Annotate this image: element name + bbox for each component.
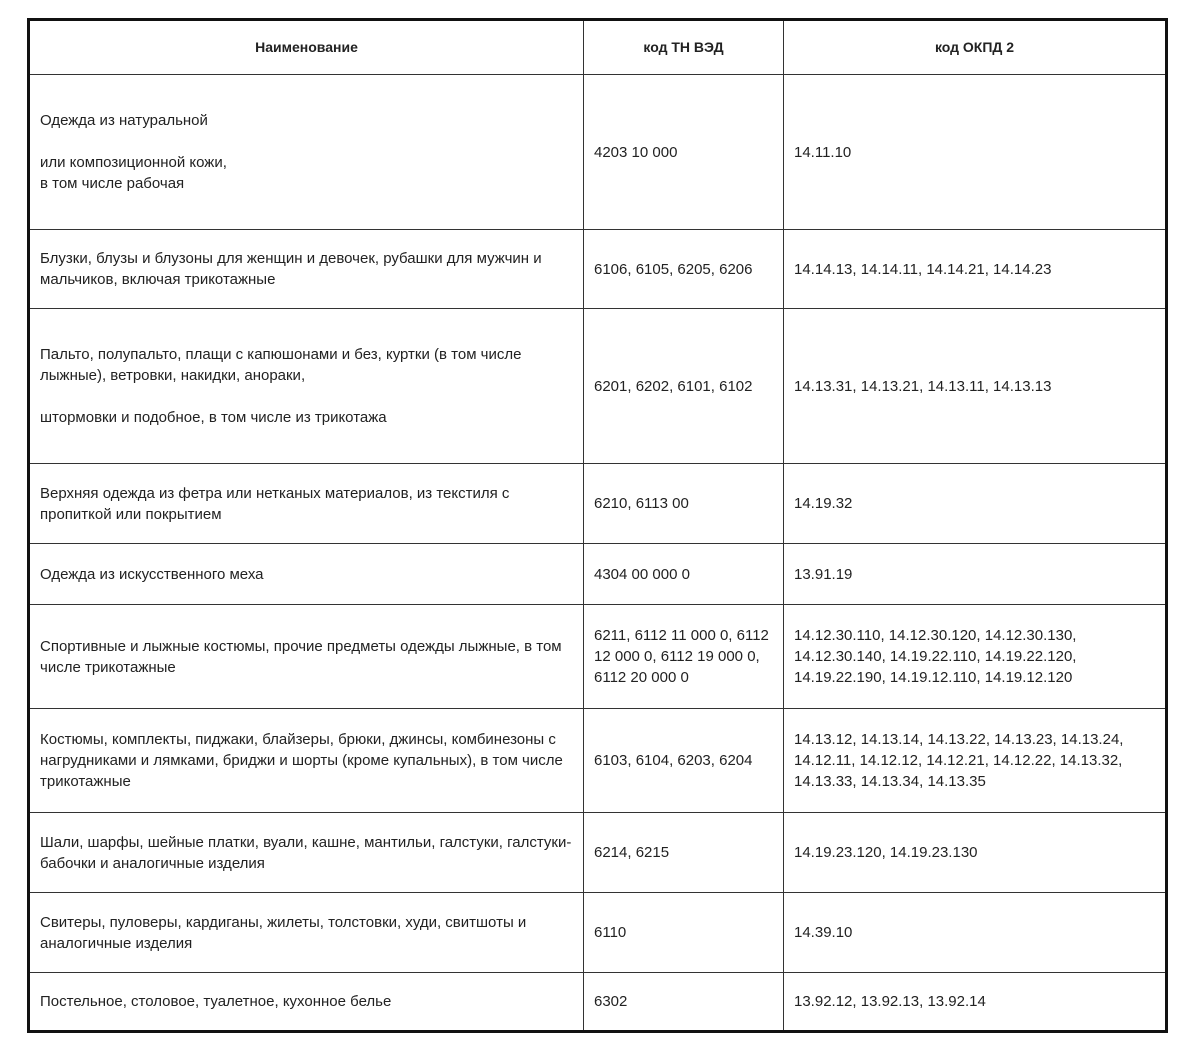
codes-table — [27, 18, 1168, 1033]
table-row — [29, 605, 1167, 709]
cell-tnved: 6210, 6113 00 — [584, 464, 784, 544]
cell-okpd: 13.92.12, 13.92.13, 13.92.14 — [784, 973, 1167, 1032]
cell-name-line: в том числе рабочая — [40, 175, 185, 192]
table-row — [29, 75, 1167, 230]
cell-tnved: 6110 — [584, 893, 784, 973]
cell-okpd: 14.19.32 — [784, 464, 1167, 544]
table-body — [29, 75, 1167, 1032]
table-row — [29, 544, 1167, 605]
cell-okpd: 14.19.23.120, 14.19.23.130 — [784, 813, 1167, 893]
cell-okpd: 14.39.10 — [784, 893, 1167, 973]
cell-tnved: 6211, 6112 11 000 0, 6112 12 000 0, 6112 19 000 0, 6112 20 000 0 — [584, 605, 784, 709]
table-row — [29, 893, 1167, 973]
header-name: Наименование — [29, 20, 584, 75]
cell-okpd: 14.14.13, 14.14.11, 14.14.21, 14.14.23 — [784, 230, 1167, 309]
cell-tnved: 6106, 6105, 6205, 6206 — [584, 230, 784, 309]
cell-okpd: 14.12.30.110, 14.12.30.120, 14.12.30.130, 14.12.30.140, 14.19.22.110, 14.19.22.120, 14.19.22.190, 14.19.12.110, 14.19.12.120 — [784, 605, 1167, 709]
cell-name: Одежда из искусственного меха — [29, 544, 584, 605]
table-row — [29, 230, 1167, 309]
cell-name: Спортивные и лыжные костюмы, прочие предметы одежды лыжные, в том числе трикотажные — [29, 605, 584, 709]
table-row — [29, 464, 1167, 544]
header-row — [29, 20, 1167, 75]
cell-name: Блузки, блузы и блузоны для женщин и девочек, рубашки для мужчин и мальчиков, включая трикотажные — [29, 230, 584, 309]
cell-okpd: 13.91.19 — [784, 544, 1167, 605]
cell-name-line: штормовки и подобное, в том числе из трикотажа — [40, 409, 387, 426]
cell-tnved: 6214, 6215 — [584, 813, 784, 893]
cell-name-line: Пальто, полупальто, плащи с капюшонами и без, куртки (в том числе лыжные), ветровки, накидки, анораки, — [40, 346, 522, 384]
cell-okpd: 14.13.12, 14.13.14, 14.13.22, 14.13.23, 14.13.24, 14.12.11, 14.12.12, 14.12.21, 14.12.22, 14.13.32, 14.13.33, 14.13.34, 14.13.35 — [784, 709, 1167, 813]
cell-name-line: Одежда из натуральной — [40, 112, 208, 129]
table-header — [29, 20, 1167, 75]
cell-name: Постельное, столовое, туалетное, кухонное белье — [29, 973, 584, 1032]
header-tnved-code: код ТН ВЭД — [584, 20, 784, 75]
cell-name: Верхняя одежда из фетра или нетканых материалов, из текстиля с пропиткой или покрытием — [29, 464, 584, 544]
cell-name: Шали, шарфы, шейные платки, вуали, кашне, мантильи, галстуки, галстуки-бабочки и аналогичные изделия — [29, 813, 584, 893]
cell-tnved: 4304 00 000 0 — [584, 544, 784, 605]
table-row — [29, 709, 1167, 813]
cell-tnved: 6201, 6202, 6101, 6102 — [584, 309, 784, 464]
cell-name — [29, 309, 584, 464]
table-row — [29, 813, 1167, 893]
header-okpd-code: код ОКПД 2 — [784, 20, 1167, 75]
cell-name: Свитеры, пуловеры, кардиганы, жилеты, толстовки, худи, свитшоты и аналогичные изделия — [29, 893, 584, 973]
cell-tnved: 6302 — [584, 973, 784, 1032]
cell-tnved: 6103, 6104, 6203, 6204 — [584, 709, 784, 813]
cell-name: Костюмы, комплекты, пиджаки, блайзеры, брюки, джинсы, комбинезоны с нагрудниками и лямками, бриджи и шорты (кроме купальных), в том числе трикотажные — [29, 709, 584, 813]
cell-name-line: или композиционной кожи, — [40, 154, 227, 171]
table-row — [29, 973, 1167, 1032]
cell-okpd: 14.11.10 — [784, 75, 1167, 230]
cell-tnved: 4203 10 000 — [584, 75, 784, 230]
table-row — [29, 309, 1167, 464]
cell-okpd: 14.13.31, 14.13.21, 14.13.11, 14.13.13 — [784, 309, 1167, 464]
cell-name — [29, 75, 584, 230]
